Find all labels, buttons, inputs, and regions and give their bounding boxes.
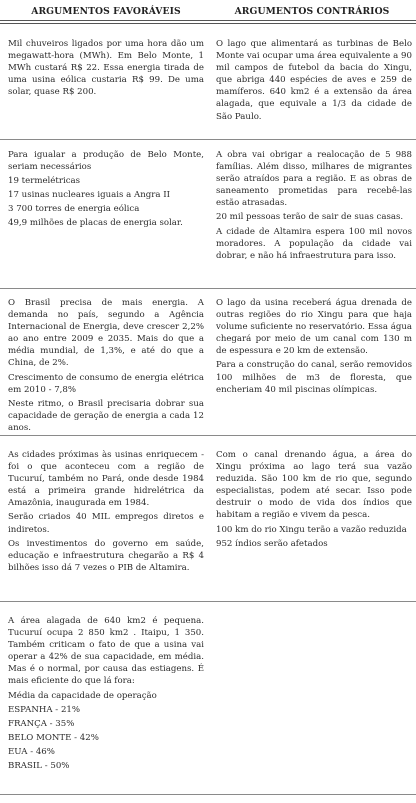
contrary-paragraph: 100 km do rio Xingu terão a vazão reduzida — [216, 524, 407, 535]
favorable-cell — [8, 149, 204, 232]
table-row — [0, 149, 416, 289]
favorable-paragraph: EUA - 46% — [8, 746, 55, 757]
favorable-cell — [8, 297, 204, 436]
header-rule-bottom — [0, 23, 416, 24]
row-divider — [0, 288, 416, 289]
contrary-paragraph: A obra vai obrigar a realocação de 5 988 famílias. Além disso, milhares de migrantes serão atraídos para a região. E as obras de saneamento prometidas para recebê-las estão atrasadas. — [216, 150, 412, 209]
favorable-paragraph: Os investimentos do governo em saúde, educação e infraestrutura chegarão a R$ 4 bilhões isso dá 7 vezes o PIB de Altamira. — [8, 538, 204, 573]
contrary-paragraph: Com o canal drenando água, a área do Xingu próxima ao lago terá sua vazão reduzida. São 100 km de rio que, segundo especialistas, podem até secar. Isso pode destruir o modo de vida dos índios que habitam a região e vivem da pesca. — [216, 450, 412, 521]
contrary-paragraph: O lago que alimentará as turbinas de Belo Monte vai ocupar uma área equivalente a 90 mil campos de futebol da bacia do Xingu, que abriga 440 espécies de aves e 259 de mamíferos. 640 km2 é a extensão da área alagada, que equivale a 1/3 da cidade de São Paulo. — [216, 39, 412, 122]
favorable-paragraph: FRANÇA - 35% — [8, 718, 75, 729]
contrary-paragraph: A cidade de Altamira espera 100 mil novos moradores. A população da cidade vai dobrar, e não há infraestrutura para isso. — [216, 226, 412, 261]
contrary-paragraph: 20 mil pessoas terão de sair de suas casas. — [216, 212, 404, 223]
favorable-paragraph: 17 usinas nucleares iguais a Angra II — [8, 190, 170, 201]
favorable-paragraph: 49,9 milhões de placas de energia solar. — [8, 218, 183, 229]
favorable-paragraph: A área alagada de 640 km2 é pequena. Tucuruí ocupa 2 850 km2 . Itaipu, 1 350. Também criticam o fato de que a usina vai operar a 42% de sua capacidade, em média. Mas é o normal, por causa das estiagens. É mais eficiente do que lá fora: — [8, 616, 204, 687]
row-divider — [0, 435, 416, 436]
favorable-paragraph: Mil chuveiros ligados por uma hora dão um megawatt-hora (MWh). Em Belo Monte, 1 MWh custará R$ 22. Essa energia tirada de uma usina eólica custaria R$ 99. De uma solar, quase R$ 200. — [8, 39, 204, 98]
favorable-paragraph: 19 termelétricas — [8, 176, 81, 187]
favorable-paragraph: Crescimento de consumo de energia elétrica em 2010 - 7,8% — [8, 372, 204, 395]
row-divider — [0, 601, 416, 602]
contrary-header: ARGUMENTOS CONTRÁRIOS — [234, 6, 390, 17]
contrary-cell — [216, 449, 412, 552]
favorable-paragraph: O Brasil precisa de mais energia. A demanda no país, segundo a Agência Internacional de Energia, deve crescer 2,2% ao ano entre 2009 e 2035. Mais do que a média mundial, de 1,3%, e até do que a China, de 2%. — [8, 298, 204, 369]
row-divider — [0, 139, 416, 140]
favorable-cell — [8, 38, 204, 100]
table-row — [0, 449, 416, 602]
favorable-paragraph: 3 700 torres de energia eólica — [8, 204, 140, 215]
favorable-paragraph: As cidades próximas às usinas enriquecem - foi o que aconteceu com a região de Tucuruí, também no Pará, onde desde 1984 está a primeira grande hidrelétrica da Amazônia, inaugurada em 1984. — [8, 450, 204, 509]
favorable-paragraph: Neste ritmo, o Brasil precisaria dobrar sua capacidade de geração de energia a cada 12 anos. — [8, 398, 204, 433]
favorable-paragraph: BELO MONTE - 42% — [8, 732, 99, 743]
favorable-paragraph: Média da capacidade de operação — [8, 690, 157, 701]
table-row — [0, 297, 416, 436]
contrary-paragraph: 952 índios serão afetados — [216, 538, 328, 549]
table-row — [0, 615, 416, 795]
contrary-cell — [216, 38, 412, 125]
favorable-cell — [8, 615, 204, 774]
contrary-cell — [216, 149, 412, 264]
favorable-header: ARGUMENTOS FAVORÁVEIS — [31, 6, 181, 17]
favorable-paragraph: Serão criados 40 MIL empregos diretos e indiretos. — [8, 512, 204, 535]
favorable-paragraph: BRASIL - 50% — [8, 761, 70, 772]
favorable-paragraph: ESPANHA - 21% — [8, 704, 81, 715]
header-rule-top — [0, 20, 416, 21]
favorable-paragraph: Para igualar a produção de Belo Monte, seriam necessários — [8, 150, 204, 173]
contrary-paragraph: Para a construção do canal, serão removidos 100 milhões de m3 de floresta, que encheriam 40 mil piscinas olímpicas. — [216, 360, 412, 395]
row-divider — [0, 794, 416, 795]
contrary-cell — [216, 297, 412, 398]
contrary-paragraph: O lago da usina receberá água drenada de outras regiões do rio Xingu para que haja volume suficiente no reservatório. Essa água chegará por meio de um canal com 130 m de espessura e 20 km de extensão. — [216, 298, 412, 357]
table-row — [0, 38, 416, 140]
favorable-cell — [8, 449, 204, 576]
table-header — [0, 0, 416, 30]
